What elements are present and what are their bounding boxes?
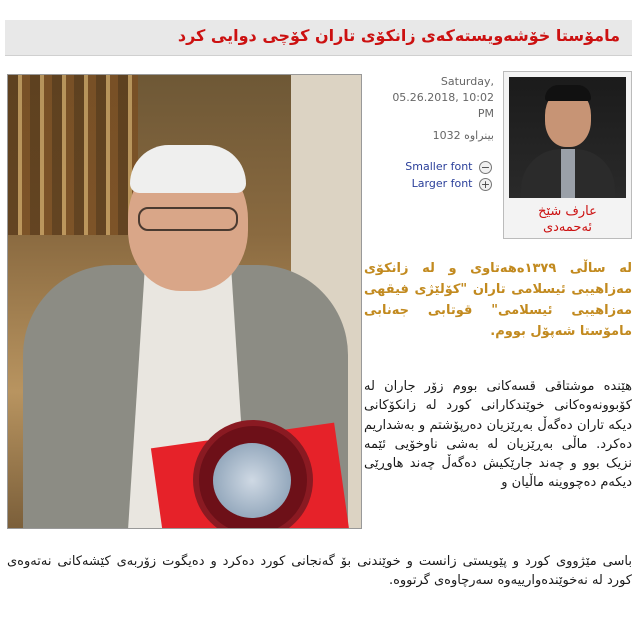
article-lead: لە ساڵی ١٣٧٩ەهەتاوی و لە زانکۆی مەزاهیبی ئیسلامی تاران "کۆلێژی فیقهی مەزاهیبی ئیسلامی" قوتابی جەنابی مامۆستا شەپۆل بووم.: [364, 261, 632, 339]
article-body-part2: باسی مێژووی کورد و پێویستی زانست و خوێندنی بۆ گەنجانی کورد دەکرد و دەیگوت زۆربەی کێشەکانی نەتەوەی کورد لە نەخوێندەوارییەوە سەرچاوەی گرتووە.: [7, 554, 632, 589]
author-photo[interactable]: [509, 77, 626, 198]
article-meta: [376, 74, 494, 144]
article-date-ampm: PM: [477, 107, 494, 120]
author-tie: [561, 149, 575, 198]
photo-plaque-center: [213, 443, 291, 518]
article-date-time: 05.26.2018, 10:02: [392, 91, 494, 104]
smaller-font-label: Smaller font: [405, 160, 473, 173]
photo-hair: [130, 145, 246, 193]
author-box[interactable]: [503, 71, 632, 239]
photo-bookshelf: [8, 75, 138, 235]
article-photo: [7, 74, 362, 529]
article-body-part1: هێندە موشتاقی قسەکانی بووم زۆر جاران لە کۆبوونەوەکانی خوێندکارانی کورد لە زانکۆکانی دیکە تاران دەگەڵ بەڕێزیان دەرپۆشتم و بەشداریم دەکرد. ماڵی بەڕێزیان لە بەشی ناوخۆیی ئێمە نزیک بوو و چەند جارێکیش دەگەڵ چەند هاوڕێی دیکەم دەچووینە ماڵیان و: [364, 379, 632, 491]
author-hair: [545, 85, 591, 101]
author-name[interactable]: [504, 204, 631, 236]
plus-circle-icon: +: [480, 177, 491, 191]
view-count: بینراوە 1032: [432, 129, 494, 142]
photo-glasses: [138, 207, 238, 231]
minus-circle-icon: −: [480, 160, 491, 174]
smaller-font-button[interactable]: [385, 160, 492, 174]
article-title: مامۆستا خۆشەویستەکەی زانکۆی تاران کۆچی دوایی کرد: [177, 26, 620, 45]
title-bar: [5, 20, 632, 56]
larger-font-button[interactable]: [385, 177, 492, 191]
author-name-line1: عارف شێخ: [538, 204, 597, 219]
author-name-line2: ئەحمەدی: [542, 220, 593, 235]
larger-font-label: Larger font: [411, 177, 473, 190]
article-date-day: Saturday,: [440, 75, 494, 88]
